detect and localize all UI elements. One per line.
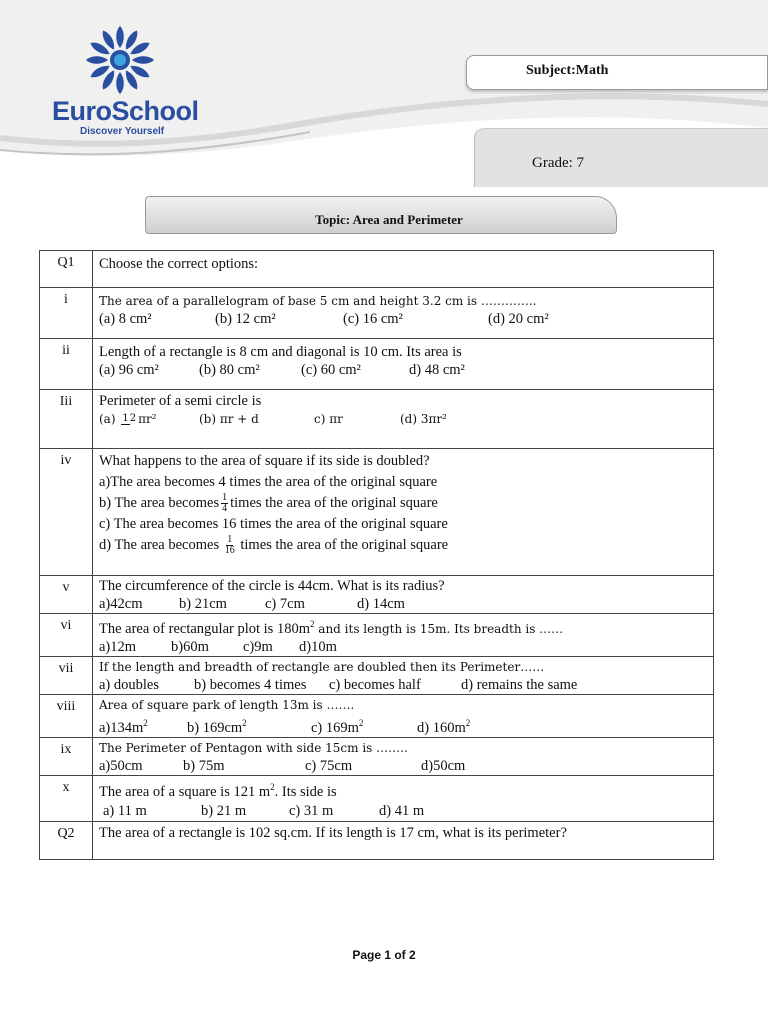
superscript: 2 — [242, 717, 247, 728]
option-c: c) 31 m — [289, 803, 334, 820]
option-a: (a) 96 cm² — [99, 362, 159, 378]
option-a: a)12m — [99, 638, 137, 655]
item-number: v — [40, 576, 93, 614]
option-d: (d) 3πr² — [400, 412, 447, 426]
table-row — [40, 614, 714, 657]
options-row — [99, 310, 713, 328]
item-text: Area of square park of length 13m is ……. — [99, 697, 355, 712]
option-a: a)42cm — [99, 596, 143, 612]
fraction — [221, 493, 228, 514]
logo-name: EuroSchool — [52, 96, 199, 126]
table-row — [40, 737, 714, 775]
option-a: a) 11 m — [103, 803, 147, 820]
item-number: vii — [40, 656, 93, 694]
option-c: (c) 16 cm² — [343, 311, 403, 327]
table-row — [40, 822, 714, 860]
item-number: i — [40, 288, 93, 339]
options-row — [99, 714, 713, 737]
option-a-prefix: (a) — [99, 412, 116, 426]
option-a-suffix: πr² — [138, 412, 157, 426]
superscript: 2 — [270, 781, 275, 792]
question-number: Q2 — [40, 822, 93, 860]
option-b: b) 21cm — [179, 596, 227, 612]
option-d: d)10m — [299, 638, 337, 655]
option-a: a) doubles — [99, 676, 159, 693]
options-row — [99, 361, 713, 379]
option-d — [417, 714, 470, 737]
item-number: vi — [40, 614, 93, 657]
option-a: (a) 8 cm² — [99, 311, 152, 327]
subject-label: Subject:Math — [526, 63, 609, 78]
option-d — [99, 535, 713, 556]
item-text: What happens to the area of square if its side is doubled? — [99, 453, 430, 469]
option-b-text: b) 169cm — [187, 719, 243, 736]
subject-box — [466, 55, 768, 90]
option-c: (c) 60 cm² — [301, 362, 361, 378]
table-row — [40, 288, 714, 339]
item-number: iv — [40, 449, 93, 576]
superscript: 2 — [465, 717, 471, 728]
option-d: (d) 20 cm² — [488, 311, 549, 327]
options-row — [99, 595, 713, 613]
logo-tagline: Discover Yourself — [80, 126, 165, 137]
fraction — [225, 535, 235, 556]
grade-box — [474, 128, 768, 187]
option-c: c) πr — [314, 412, 343, 426]
question-text: Choose the correct options: — [99, 256, 259, 272]
superscript: 2 — [309, 619, 315, 629]
table-row — [40, 694, 714, 737]
options-row — [99, 757, 713, 775]
table-row — [40, 656, 714, 694]
item-number: ix — [40, 737, 93, 775]
item-text-end: . Its side is — [274, 783, 337, 800]
item-number: x — [40, 775, 93, 822]
item-text-start: The area of rectangular plot is 180m — [99, 620, 310, 637]
fraction — [121, 414, 136, 425]
option-c: c)9m — [243, 638, 273, 655]
question-text: The area of a rectangle is 102 sq.cm. If its length is 17 cm, what is its perimeter? — [99, 825, 567, 842]
fraction-numerator: 1 — [122, 413, 129, 424]
item-text: If the length and breadth of rectangle are doubled then its Perimeter…… — [99, 659, 545, 674]
page-number: Page 1 of 2 — [352, 948, 416, 962]
grade-label: Grade: 7 — [532, 155, 585, 171]
fraction-denominator: 4 — [222, 503, 228, 515]
topic-title: Topic: Area and Perimeter — [315, 212, 463, 227]
option-c — [311, 714, 417, 737]
option-d: d) 14cm — [357, 596, 405, 612]
item-text: Perimeter of a semi circle is — [99, 393, 262, 409]
options-row — [99, 676, 713, 694]
item-text: The Perimeter of Pentagon with side 15cm is …….. — [99, 740, 408, 755]
item-number: Iii — [40, 390, 93, 449]
item-text-end: and its length is 15m. Its breadth is …… — [314, 621, 564, 636]
item-text — [99, 615, 713, 638]
question-table — [39, 250, 714, 860]
item-text — [99, 777, 713, 802]
option-d: d) remains the same — [461, 676, 578, 693]
option-b-suffix: times the area of the original square — [230, 495, 438, 511]
option-a — [99, 714, 187, 737]
options-row — [99, 638, 713, 656]
option-b: (b) 80 cm² — [199, 362, 260, 378]
option-b: b) 75m — [183, 757, 225, 774]
table-row — [40, 775, 714, 822]
fraction-numerator: 1 — [222, 492, 228, 504]
superscript: 2 — [143, 717, 148, 728]
table-row — [40, 576, 714, 614]
option-d: d)50cm — [421, 757, 466, 774]
item-number: viii — [40, 694, 93, 737]
option-c-text: c) 169m — [311, 719, 359, 736]
option-b — [99, 493, 713, 514]
option-d-suffix: times the area of the original square — [240, 537, 449, 554]
table-row — [40, 390, 714, 449]
option-b: b) becomes 4 times — [194, 676, 307, 693]
fraction-denominator: 16 — [224, 545, 235, 557]
option-d: d) 48 cm² — [409, 362, 465, 378]
item-text: The area of a parallelogram of base 5 cm and height 3.2 cm is ………….. — [99, 294, 537, 308]
question-number: Q1 — [40, 251, 93, 288]
item-text: Length of a rectangle is 8 cm and diagonal is 10 cm. Its area is — [99, 344, 462, 360]
option-a-text: a)134m — [99, 719, 144, 736]
option-d-text: d) 160m — [417, 719, 466, 736]
option-a — [99, 410, 199, 428]
option-b: (b) 12 cm² — [215, 311, 276, 327]
item-text: The circumference of the circle is 44cm. What is its radius? — [99, 578, 445, 594]
option-c: c) The area becomes 16 times the area of the original square — [99, 516, 448, 533]
euroschool-logo-icon — [50, 26, 200, 96]
item-text-start: The area of a square is 121 m — [99, 783, 271, 800]
option-b: b)60m — [171, 638, 209, 655]
option-a: a)The area becomes 4 times the area of the original square — [99, 474, 438, 490]
option-d-prefix: d) The area becomes — [99, 537, 220, 554]
fraction-numerator: 1 — [227, 534, 233, 546]
item-number: ii — [40, 339, 93, 390]
option-b-prefix: b) The area becomes — [99, 495, 220, 511]
option-a: a)50cm — [99, 757, 143, 774]
table-row — [40, 449, 714, 576]
question-prompt — [93, 251, 714, 288]
option-c: c) becomes half — [329, 676, 421, 693]
option-c: c) 75cm — [305, 757, 353, 774]
superscript: 2 — [358, 717, 364, 728]
fraction-denominator: 2 — [129, 413, 137, 424]
table-row — [40, 251, 714, 288]
option-d: d) 41 m — [379, 803, 425, 820]
option-b: b) 21 m — [201, 803, 247, 820]
options-row — [99, 410, 713, 428]
option-b — [187, 714, 311, 737]
table-row — [40, 339, 714, 390]
option-c: c) 7cm — [265, 596, 305, 612]
options-row — [99, 801, 713, 821]
option-b: (b) πr + d — [199, 412, 259, 426]
